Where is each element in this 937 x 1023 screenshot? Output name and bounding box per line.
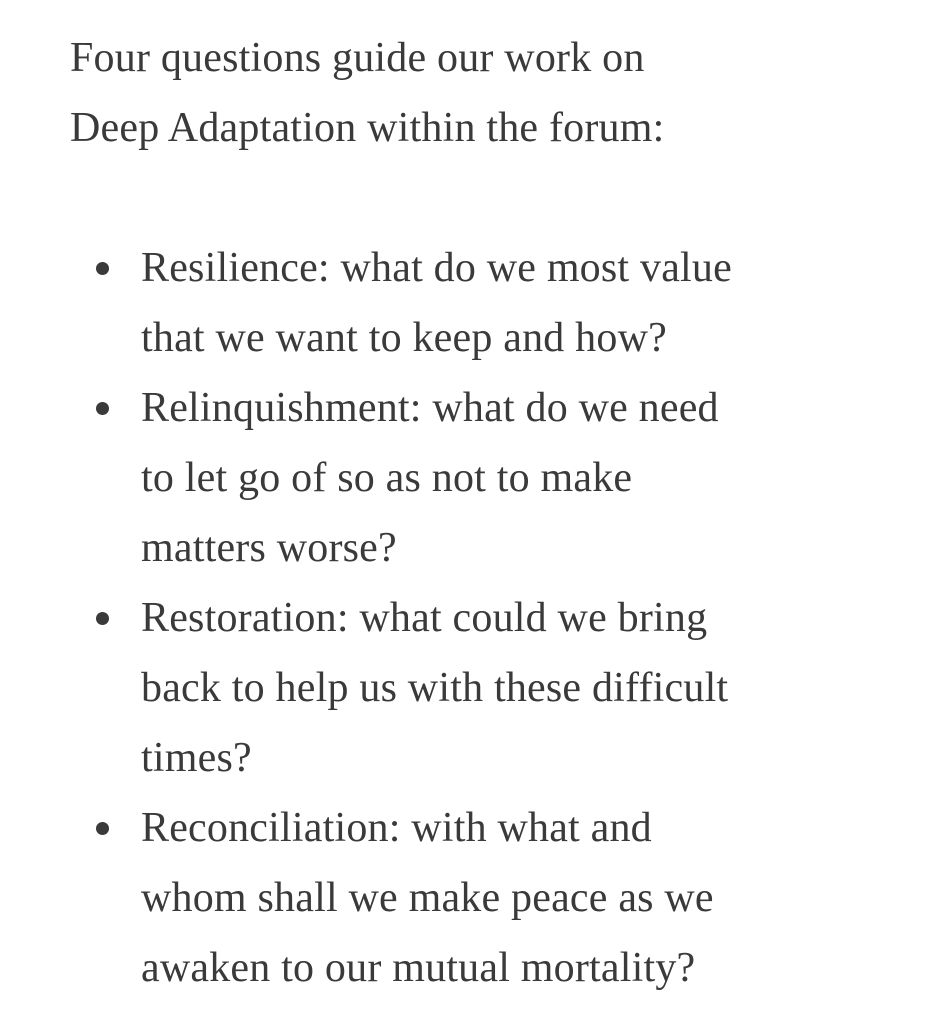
list-item-reconciliation [0, 793, 937, 1003]
list-item-restoration [0, 583, 937, 793]
list-item-line: matters worse? [141, 525, 397, 571]
bullet-icon [96, 262, 109, 275]
intro-line: Four questions guide our work on [70, 35, 645, 81]
questions-list [0, 233, 937, 1003]
list-item-line: back to help us with these difficult [141, 665, 729, 711]
bullet-icon [96, 612, 109, 625]
list-item-line: Relinquishment: what do we need [141, 385, 719, 431]
list-item-resilience [0, 233, 937, 373]
list-item-relinquishment [0, 373, 937, 583]
intro-line: Deep Adaptation within the forum: [70, 105, 665, 151]
bullet-icon [96, 402, 109, 415]
intro-paragraph [70, 23, 890, 163]
list-item-line: awaken to our mutual mortality? [141, 945, 696, 991]
list-item-line: that we want to keep and how? [141, 315, 667, 361]
list-item-line: times? [141, 735, 252, 781]
bullet-icon [96, 822, 109, 835]
list-item-line: whom shall we make peace as we [141, 875, 714, 921]
list-item-line: Reconciliation: with what and [141, 805, 652, 851]
list-item-line: Resilience: what do we most value [141, 245, 732, 291]
list-item-line: Restoration: what could we bring [141, 595, 708, 641]
list-item-line: to let go of so as not to make [141, 455, 633, 501]
